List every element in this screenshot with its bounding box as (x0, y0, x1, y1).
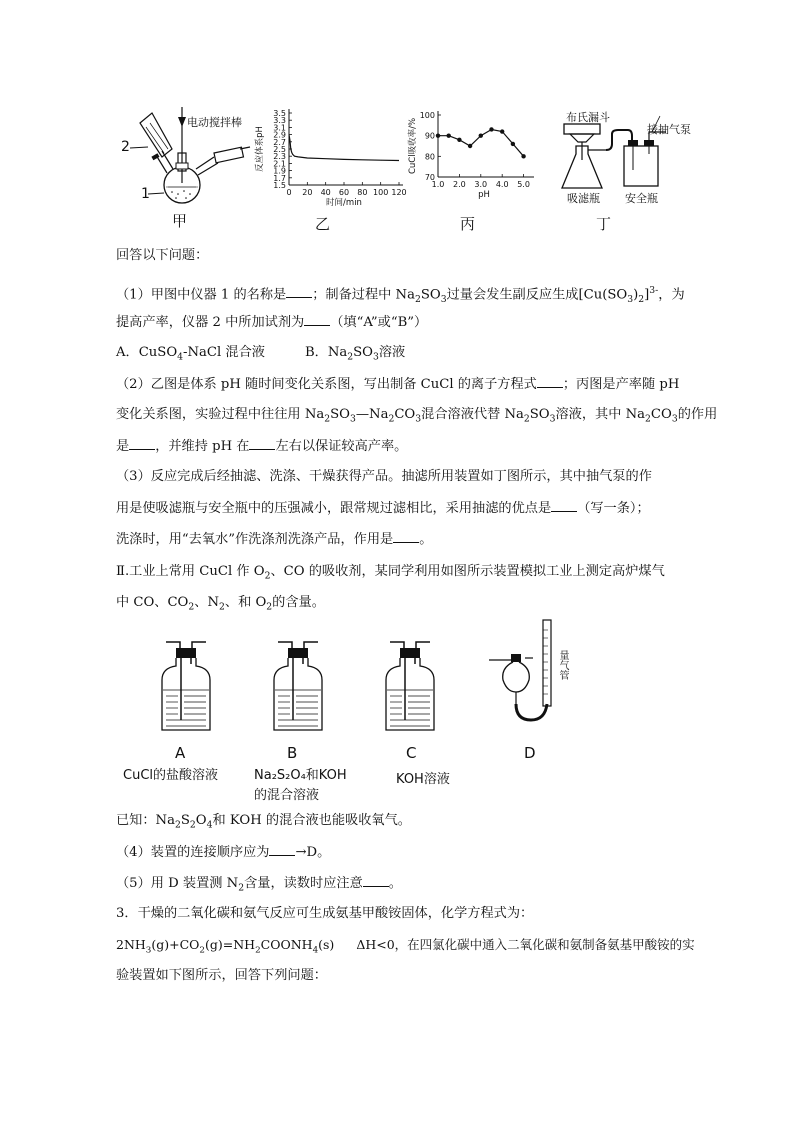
yi-y-tick-label: 3.3 (273, 116, 286, 126)
yi-series-line (289, 135, 399, 161)
bing-point (511, 142, 515, 146)
bing-y-tick-label: 80 (424, 152, 435, 162)
desc-b2: 的混合溶液 (254, 788, 320, 803)
yi-x-tick-label: 40 (320, 188, 331, 197)
bing-point (457, 138, 461, 142)
letter-d: D (524, 744, 536, 762)
q2-line3: 是 ，并维持 pH 在 左右以保证较高产率。 (116, 439, 408, 454)
desc-c: KOH溶液 (396, 772, 450, 787)
bing-point (468, 144, 472, 148)
chart-bing (408, 105, 538, 205)
yi-y-tick-label: 1.5 (273, 181, 286, 190)
bing-point (446, 133, 450, 137)
desc-b1: Na₂S₂O₄和KOH (254, 768, 347, 783)
ding-funnel-label: 布氏漏斗 (566, 111, 610, 124)
yi-y-tick-label: 3.1 (273, 123, 286, 133)
caption-jia: 甲 (172, 212, 188, 230)
q3-line3: 洗涤时，用“去氧水”作洗涤剂洗涤产品，作用是 。 (116, 532, 433, 547)
yi-x-tick-label: 20 (302, 188, 313, 197)
yi-y-tick-label: 2.5 (273, 145, 286, 154)
bing-x-tick-label: 4.0 (495, 180, 509, 189)
bing-x-label: pH (478, 190, 490, 200)
figure-d (485, 618, 585, 738)
ding-pump-label: 接抽气泵 (647, 123, 691, 136)
q5-line: （5）用 D 装置测 $N_2$含量，读数时应注意 。 (116, 876, 402, 894)
jia-stirrer-label: 电动搅拌棒 (187, 116, 242, 129)
bing-x-tick-label: 5.0 (517, 180, 530, 189)
caption-ding: 丁 (596, 215, 612, 233)
q1-options: A．CuSO$_4$-NaCl 混合液 B．$Na_2SO_3$溶液 (116, 345, 406, 363)
ding-flask-label: 吸滤瓶 (567, 192, 600, 205)
bing-point (489, 127, 493, 131)
desc-a: CuCl的盐酸溶液 (123, 768, 219, 783)
part3-line3: 验装置如下图所示，回答下列问题： (116, 968, 327, 983)
q1-line1: （1）甲图中仪器 1 的名称是 ；制备过程中 $Na_2SO_3$过量会发生副反应生成$[Cu(SO_3)_2]^{3-}$，为 (116, 285, 685, 306)
bing-x-tick-label: 2.0 (453, 180, 466, 189)
yi-x-tick-label: 120 (391, 188, 407, 197)
caption-yi: 乙 (315, 215, 331, 233)
q4-line: （4）装置的连接顺序应为 →D。 (116, 845, 331, 860)
yi-y-tick-label: 2.3 (273, 152, 286, 162)
bing-y-tick-label: 100 (419, 111, 435, 120)
yi-y-tick-label: 1.9 (273, 166, 286, 176)
known-line: 已知：$Na_2S_2O_4$和 KOH 的混合液也能吸收氧气。 (116, 813, 411, 831)
bing-point (479, 133, 483, 137)
part2-line2: 中 CO、$CO_2$、$N_2$、和 $O_2$的含量。 (116, 595, 325, 613)
yi-x-tick-label: 0 (286, 188, 292, 197)
q2-line1: （2）乙图是体系 pH 随时间变化关系图，写出制备 CuCl 的离子方程式 ；丙图是产率随 pH (116, 377, 680, 392)
part3-line1: 3．干燥的二氧化碳和氨气反应可生成氨基甲酸铵固体，化学方程式为： (116, 906, 534, 921)
q3-line1: （3）反应完成后经抽滤、洗涤、干燥获得产品。抽滤所用装置如丁图所示，其中抽气泵的作 (116, 469, 652, 484)
bing-y-label: CuCl吸收率/% (408, 117, 418, 175)
bing-x-tick-label: 3.0 (474, 180, 488, 189)
intro-line: 回答以下问题： (116, 248, 209, 263)
yi-x-tick-label: 60 (338, 188, 350, 197)
d-tube-label: 量气管 (557, 650, 568, 680)
letter-c: C (406, 744, 417, 762)
q3-line2: 用是使吸滤瓶与安全瓶中的压强减小，跟常规过滤相比，采用抽滤的优点是 （写一条）； (116, 501, 650, 516)
caption-bing: 丙 (460, 215, 476, 233)
yi-y-label: 反应体系pH (255, 126, 265, 172)
q1-line2: 提高产率，仪器 2 中所加试剂为 （填“A”或“B”） (116, 315, 428, 330)
bing-point (436, 133, 440, 137)
yi-y-tick-label: 1.7 (273, 173, 286, 183)
yi-y-tick-label: 3.5 (273, 109, 286, 118)
letter-a: A (175, 744, 186, 762)
part2-line1: Ⅱ.工业上常用 CuCl 作 $O_2$、CO 的吸收剂，某同学利用如图所示装置模拟工业上测定高炉煤气 (116, 564, 665, 582)
bing-point (500, 129, 504, 133)
q2-line2: 变化关系图，实验过程中往往用 $Na_2SO_3—Na_2CO_3$混合溶液代替 $Na_2SO_3$溶液，其中 $Na_2CO_3$的作用 (116, 407, 718, 425)
letter-b: B (287, 744, 298, 762)
yi-x-label: 时间/min (326, 198, 362, 208)
yi-x-tick-label: 80 (357, 188, 368, 197)
yi-x-tick-label: 100 (373, 188, 389, 197)
bing-point (521, 154, 525, 158)
bing-y-tick-label: 70 (424, 173, 435, 182)
yi-y-tick-label: 2.9 (273, 130, 286, 140)
part3-line2: $2NH_3(g)+CO_2(g)=NH_2COONH_4(s)$ ΔH<0，在四氯化碳中通入二氧化碳和氨制备氨基甲酸铵的实 (116, 937, 695, 956)
yi-y-tick-label: 2.7 (273, 137, 286, 147)
yi-y-tick-label: 2.1 (273, 159, 286, 169)
jia-label-2: 2 (121, 139, 130, 155)
jia-label-1: 1 (141, 186, 150, 202)
bing-x-tick-label: 1.0 (431, 180, 445, 189)
ding-safety-label: 安全瓶 (625, 192, 658, 205)
bing-y-tick-label: 90 (424, 131, 435, 141)
chart-yi (255, 105, 407, 208)
